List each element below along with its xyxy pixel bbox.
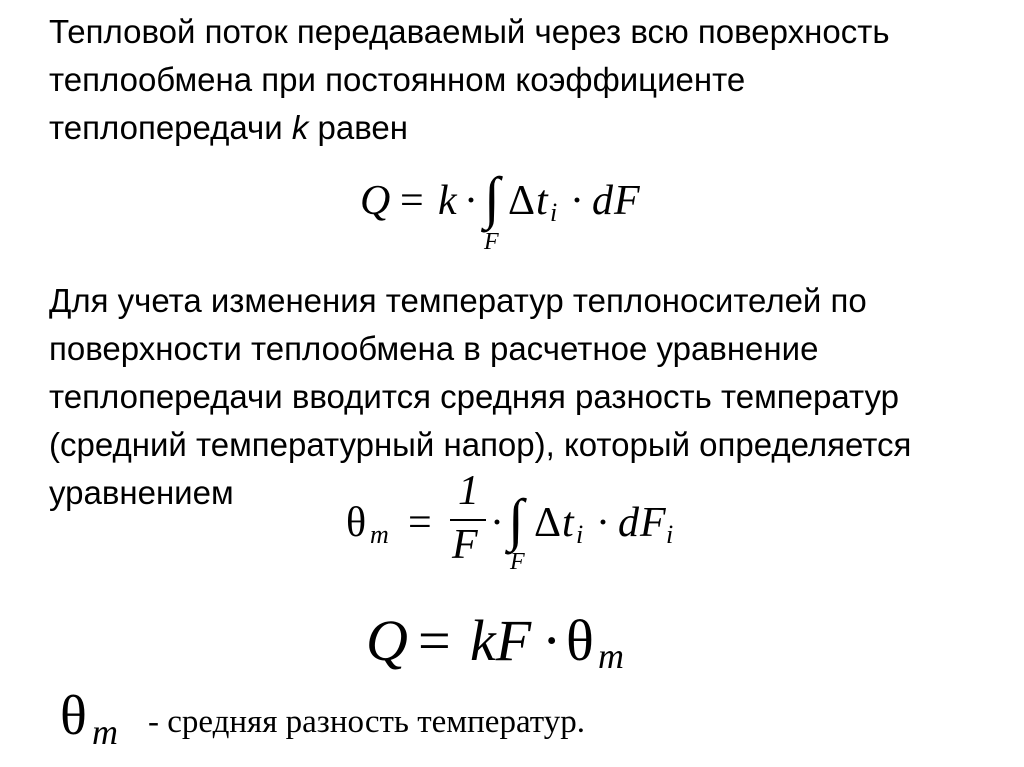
mean-line-2: поверхности теплообмена в расчетное уравнение [49,330,819,367]
formula-1-diff: F [614,178,640,224]
heat-flow-mean-formula [366,606,666,686]
formula-2-theta-sub: m [370,520,389,549]
formula-2-theta: θ [346,500,367,546]
intro-paragraph [49,8,890,152]
theta-definition [60,686,760,756]
definition-theta-sub: m [92,712,118,752]
mean-line-3: теплопередачи вводится средняя разность температур [49,378,899,415]
formula-2-dot: · [490,500,504,546]
intro-line-1: Тепловой поток передаваемый через всю поверхность [49,13,890,50]
mean-line-5: уравнением [49,474,234,511]
formula-2-diff: F [640,500,666,546]
formula-2-integral-sub: F [510,549,525,575]
formula-2-dot2: · [596,500,610,546]
formula-2-denominator: F [452,522,478,568]
formula-1-integral-sub: F [484,229,499,255]
formula-2-var-sub: i [576,520,584,549]
formula-1-dot2: · [570,178,584,224]
formula-1-dot: · [464,178,478,224]
formula-1-lhs: Q [360,178,391,224]
formula-2-integral: ∫ [508,487,524,552]
formula-3-dot: · [542,608,562,673]
formula-1-var: t [536,178,548,224]
formula-1-coef: k [438,178,457,224]
formula-2-diff-sub: i [666,520,674,549]
formula-1-var-sub: i [550,198,558,227]
formula-1-equals: = [400,178,424,224]
intro-line-3-tail: равен [308,109,408,146]
formula-1-delta: Δ [508,178,536,224]
formula-2-var: t [562,500,574,546]
formula-1-integral: ∫ [484,165,500,230]
formula-2-numerator: 1 [458,468,479,514]
intro-line-3 [49,104,890,152]
formula-3-theta: θ [566,608,594,673]
formula-3-lhs: Q [366,608,408,673]
intro-line-3-text: теплопередачи [49,109,292,146]
formula-2-delta: Δ [534,500,562,546]
formula-3-coef: kF [470,608,532,673]
heat-flow-integral-formula [360,165,660,266]
mean-line-1: Для учета изменения температур теплоносителей по [49,282,867,319]
formula-3-equals: = [418,608,451,673]
k-symbol: k [291,109,309,146]
formula-1-d: d [592,178,613,224]
formula-3-theta-sub: m [598,636,624,676]
mean-line-4: (средний температурный напор), который определяется [49,426,912,463]
formula-2-equals: = [408,500,432,546]
definition-text: - средняя разность температур. [148,704,585,740]
intro-line-2: теплообмена при постоянном коэффициенте [49,61,746,98]
mean-temperature-difference-formula [346,468,726,578]
definition-theta: θ [60,685,87,747]
formula-2-d: d [618,500,639,546]
